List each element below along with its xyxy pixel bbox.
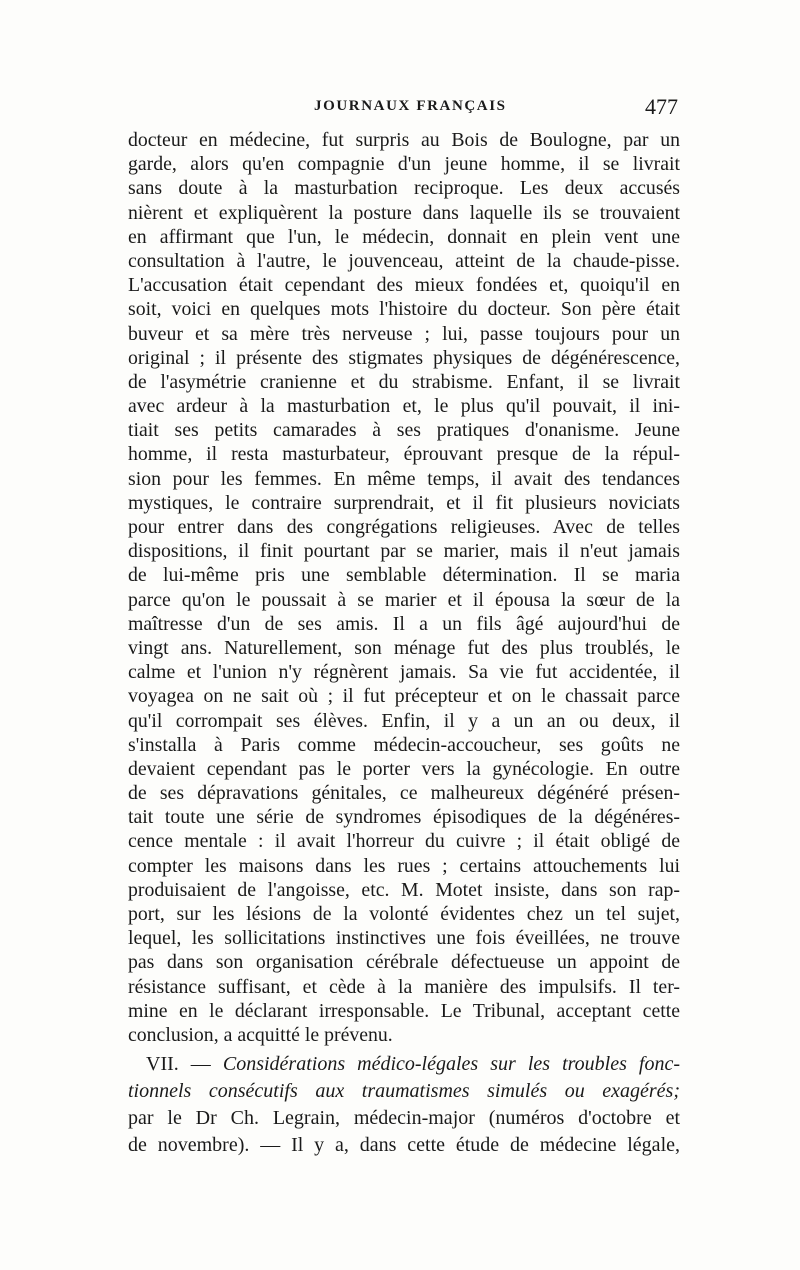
text-line: de lui-même pris une semblable détermination. Il se maria (128, 564, 680, 587)
text-line: de ses dépravations génitales, ce malheureux dégénéré présen- (128, 782, 680, 805)
text-line: résistance suffisant, et cède à la manière des impulsifs. Il ter- (128, 975, 680, 998)
text-line: sion pour les femmes. En même temps, il avait des tendances (128, 467, 680, 490)
text-line: s'installa à Paris comme médecin-accoucheur, ses goûts ne (128, 733, 680, 756)
page-number: 477 (645, 94, 678, 119)
text-line: avec ardeur à la masturbation et, le plus qu'il pouvait, il ini- (128, 395, 680, 418)
text-line: original ; il présente des stigmates physiques de dégénérescence, (128, 346, 680, 369)
section-heading-line (128, 1051, 680, 1078)
text-line: tiait ses petits camarades à ses pratiques d'onanisme. Jeune (128, 419, 680, 442)
text-line: pour entrer dans des congrégations religieuses. Avec de telles (128, 516, 680, 538)
body-text (128, 128, 680, 1159)
section-heading-line (128, 1078, 680, 1105)
section-title-part-1: Considérations médico-légales sur les troubles fonc- (222, 1053, 681, 1076)
running-head (128, 94, 680, 124)
text-line: calme et l'union n'y régnèrent jamais. Sa vie fut accidentée, il (128, 661, 680, 684)
text-line: qu'il corrompait ses élèves. Enfin, il y a un an ou deux, il (128, 709, 680, 732)
text-line: L'accusation était cependant des mieux fondées et, quoiqu'il en (128, 274, 680, 297)
text-line: mine en le déclarant irresponsable. Le Tribunal, acceptant cette (128, 999, 680, 1022)
paragraph-end-line: conclusion, a acquitté le prévenu. (128, 1023, 393, 1046)
text-line: compter les maisons dans les rues ; certains attouchements lui (128, 854, 680, 877)
text-line: tait toute une série de syndromes épisodiques de la dégénéres- (128, 806, 680, 829)
text-line: buveur et sa mère très nerveuse ; lui, passe toujours pour un (128, 322, 680, 345)
section-author-line: par le Dr Ch. Legrain, médecin-major (numéros d'octobre et (128, 1107, 680, 1130)
text-line: cence mentale : il avait l'horreur du cuivre ; il était obligé de (128, 830, 680, 853)
text-line: mystiques, le contraire surprendrait, et il fit plusieurs noviciats (128, 491, 680, 514)
text-line: produisaient de l'angoisse, etc. M. Motet insiste, dans son rap- (128, 878, 680, 901)
text-line: nièrent et expliquèrent la posture dans laquelle ils se trouvaient (128, 201, 680, 224)
text-line: de l'asymétrie cranienne et du strabisme. Enfant, il se livrait (128, 370, 680, 393)
section-title-part-2: tionnels consécutifs aux traumatismes simulés ou exagérés; (128, 1080, 680, 1103)
text-line: parce qu'on le poussait à se marier et il épousa la sœur de la (128, 588, 680, 611)
text-line: soit, voici en quelques mots l'histoire du docteur. Son père était (128, 298, 680, 321)
text-line: docteur en médecine, fut surpris au Bois de Boulogne, par un (128, 129, 680, 151)
text-line: dispositions, il finit pourtant par se marier, mais il n'eut jamais (128, 540, 680, 563)
section-text-line: de novembre). — Il y a, dans cette étude de médecine légale, (128, 1134, 680, 1157)
text-line: vingt ans. Naturellement, son ménage fut des plus troublés, le (128, 636, 680, 659)
text-line: lequel, les sollicitations instinctives une fois éveillées, ne trouve (128, 927, 680, 950)
text-line: devaient cependant pas le porter vers la gynécologie. En outre (128, 757, 680, 780)
text-line: pas dans son organisation cérébrale défectueuse un appoint de (128, 951, 680, 974)
text-line: port, sur les lésions de la volonté évidentes chez un tel sujet, (128, 903, 680, 925)
section-numeral: VII. — (146, 1053, 211, 1076)
text-line: homme, il resta masturbateur, éprouvant presque de la répul- (128, 443, 680, 466)
text-line: garde, alors qu'en compagnie d'un jeune homme, il se livrait (128, 153, 680, 176)
section-vii (128, 1051, 680, 1159)
text-line: maîtresse d'un de ses amis. Il a un fils âgé aujourd'hui de (128, 612, 680, 635)
text-line: voyagea on ne sait où ; il fut précepteur et on le chassait parce (128, 685, 680, 708)
running-title: JOURNAUX FRANÇAIS (314, 98, 507, 114)
text-line: sans doute à la masturbation reciproque. Les deux accusés (128, 177, 680, 200)
text-line: en affirmant que l'un, le médecin, donnait en plein vent une (128, 225, 680, 248)
text-line: consultation à l'autre, le jouvenceau, atteint de la chaude-pisse. (128, 249, 680, 272)
